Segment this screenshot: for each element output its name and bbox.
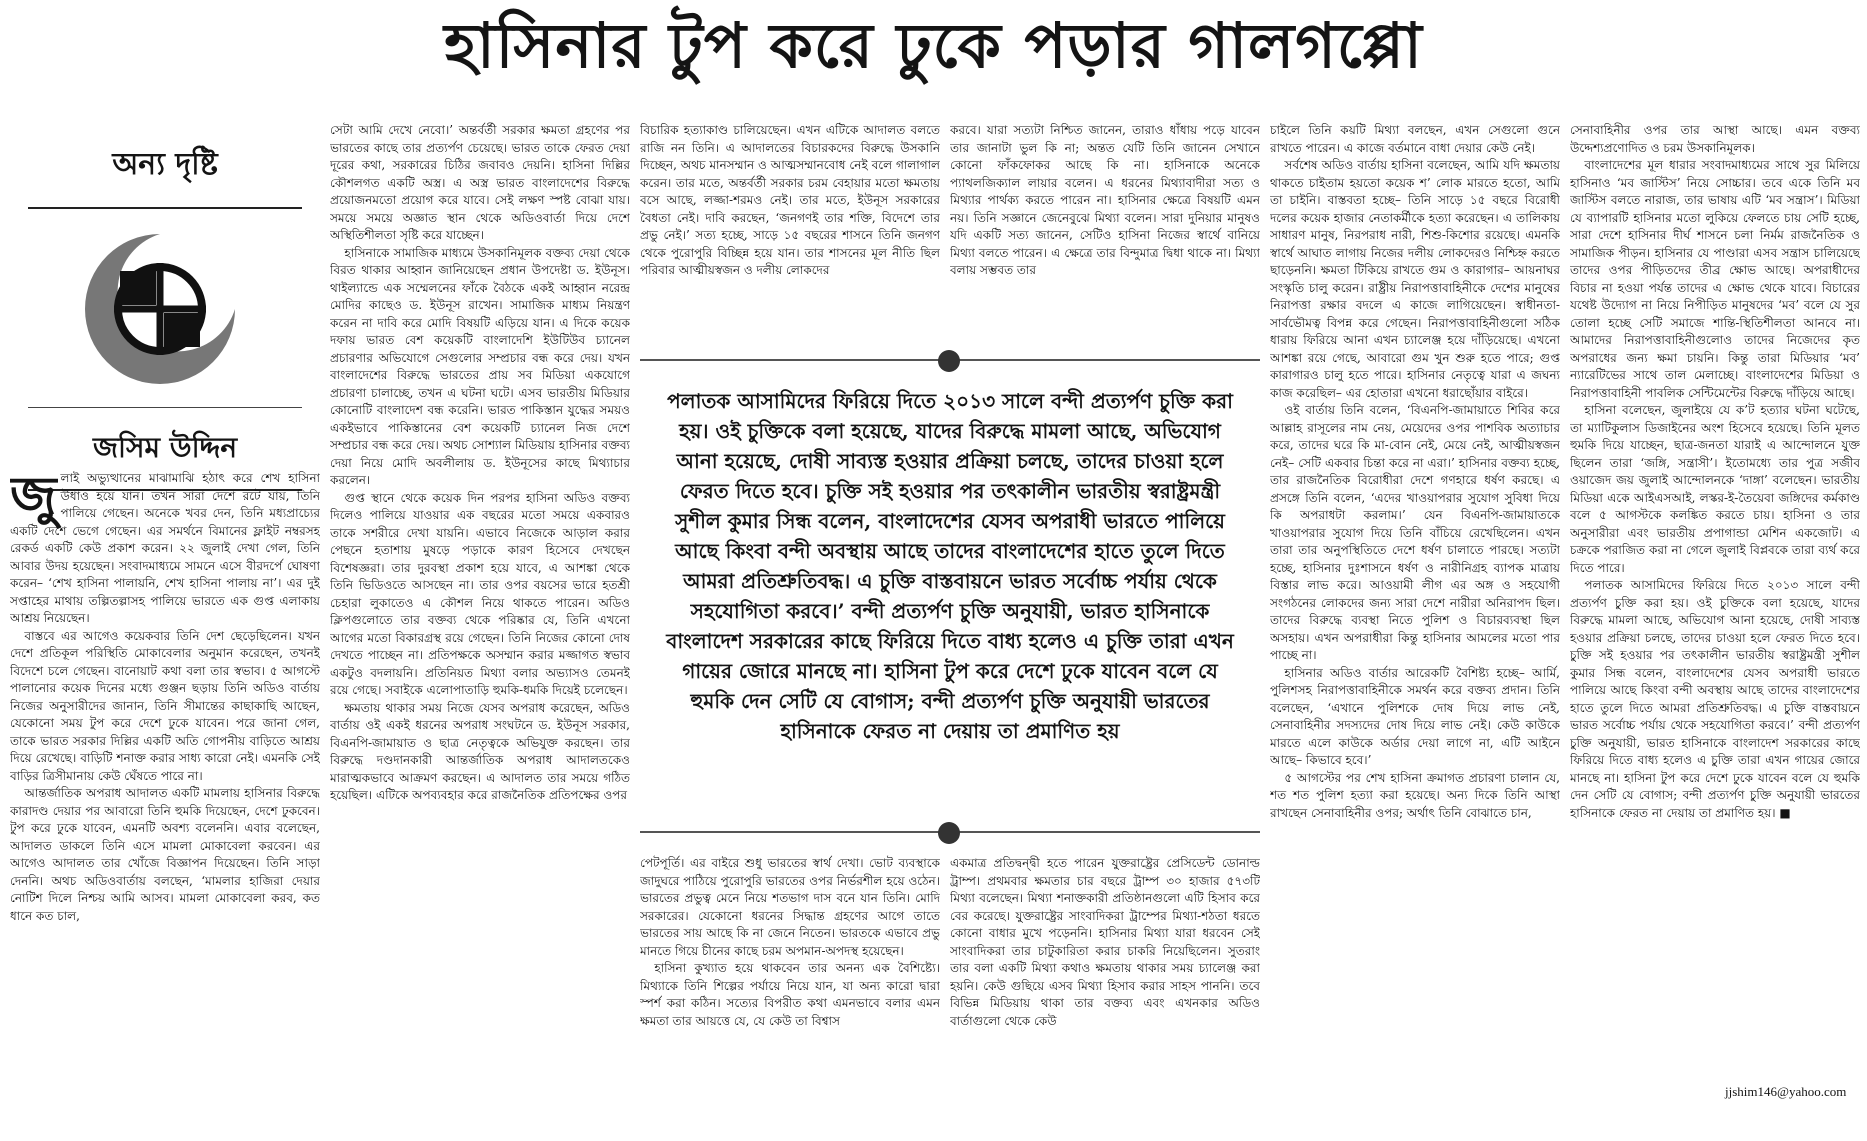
drop-cap: জু [10,470,57,526]
column-3-top [640,122,940,342]
paragraph: ক্ষমতায় থাকার সময় নিজে যেসব অপরাধ করেছেন, অডিও বার্তায় ওই একই ধরনের অপরাধ সংঘটনে ড. ইউনূস সরকার, বিএনপি-জামায়াত ও ছাত্র নেতৃত্বকে অভিযুক্ত করছেন। তার বিরুদ্ধে দণ্ডদানকারী আন্তর্জাতিক অপরাধ আদালতকেও মারাত্মকভাবে আক্রমণ করছেন। এ আদালত তার সময়ে গঠিত হয়েছিল। এটিকে অপব্যবহার করে রাজনৈতিক প্রতিপক্ষের ওপর [330,700,630,802]
column-2 [330,122,630,1140]
paragraph: সর্বশেষ অডিও বার্তায় হাসিনা বলেছেন, আমি যদি ক্ষমতায় থাকতে চাইতাম হয়তো কয়েক শ’ লোক মারতে হতো, আমি তা চাইনি। বাস্তবতা হচ্ছে– তিনি সাড়ে ১৫ বছরে বিরোধী দলের কয়েক হাজার নেতাকর্মীকে হত্যা করেছেন। এ তালিকায় সাধারণ মানুষ, নিরপরাধ নারী, শিশু-কিশোর রয়েছে। এমনকি স্বার্থে আঘাত লাগায় নিজের দলীয় লোকদেরও নিশ্চিহ্ন করতে ছাড়েননি। ক্ষমতা টিকিয়ে রাখতে গুম ও কারাগার– আয়নাঘর সংস্কৃতি চালু করেন। রাষ্ট্রীয় নিরাপত্তাবাহিনীকে দেশের মানুষের নিরাপত্তা রক্ষার বদলে এ কাজে লাগিয়েছেন। স্বাধীনতা-সার্বভৌমত্ব বিপন্ন করে গেছেন। নিরাপত্তাবাহিনীগুলো সঠিক ধারায় ফিরিয়ে আনা এখন চ্যালেঞ্জ হয়ে দাঁড়িয়েছে। এখনো আশঙ্কা রয়ে গেছে, আবারো গুম খুন শুরু হতে পারে; গুপ্ত কারাগারও চালু হতে পারে। হাসিনার নেতৃত্বে যারা এ জঘন্য কাজ করেছিল– এর হোতারা এখনো ধরাছোঁয়ার বাইরে। [1270,158,1560,400]
circle-ornament-icon [938,350,960,372]
author-name: জসিম উদ্দিন [28,407,302,491]
paragraph: বাস্তবে এর আগেও কয়েকবার তিনি দেশ ছেড়েছিলেন। যখন দেশে প্রতিকূল পরিস্থিতি মোকাবেলার অনুমান করেছেন, তখনই বিদেশে চলে গেছেন। বানোয়াট কথা বলা তার স্বভাব। ৫ আগস্টে পালানোর কয়েক দিনের মধ্যে গুঞ্জন ছড়ায় তিনি অডিও বার্তায় নিজের অনুসারীদের জানান, তিনি সীমান্তের কাছাকাছি আছেন, যেকোনো সময় টুপ করে দেশে ঢুকে যাবেন। পরে জানা গেল, তাকে ভারত সরকার দিল্লির একটি অতি গোপনীয় বাড়িতে আশ্রয় দিয়ে রেখেছে। বাড়িটি শনাক্ত করার সাধ্য কারো নেই। এমনকি সেই বাড়ির ত্রিসীমানায় কেউ ঘেঁষতে পারে না। [10,628,320,783]
paragraph: গুপ্ত স্থানে থেকে কয়েক দিন পরপর হাসিনা অডিও বক্তব্য দিলেও পালিয়ে যাওয়ার এক বছরের মতো সময়ে একবারও তাকে সশরীরে দেখা যায়নি। এভাবে নিজেকে আড়াল করার পেছনে হতাশায় মুষড়ে পড়াকে কারণ হিসেবে দেখছেন বিশেষজ্ঞরা। তার দুরবস্থা প্রকাশ হয়ে যাবে, এ আশঙ্কা থেকে তিনি ভিডিওতে আসছেন না। তার ওপর বয়সের ভারে হতশ্রী চেহারা লুকাতেও এ কৌশল নিয়ে থাকতে পারেন। অডিও ক্লিপগুলোতে তার বক্তব্য থেকে পরিষ্কার যে, তিনি এখনো আগের মতো বিকারগ্রস্থ রয়ে গেছেন। তিনি নিজের কোনো দোষ দেখতে পাচ্ছেন না। প্রতিপক্ষকে অসম্মান করার মজ্জাগত স্বভাব একটুও বদলায়নি। প্রতিনিয়ত মিথ্যা বলার অভ্যাসও তেমনই রয়ে গেছে। সবাইকে এলোপাতাড়ি হুমকি-ধমকি দিয়েই চলেছেন। [330,490,630,697]
column-4-top [950,122,1260,342]
headline: হাসিনার টুপ করে ঢুকে পড়ার গালগপ্পো [444,9,1423,82]
paragraph: ওই বার্তায় তিনি বলেন, ‘বিএনপি-জামায়াতে শিবির করে আল্লাহ রাসূলের নাম নেয়, মেয়েদের ওপর পাশবিক অত্যাচার করে, তাদের ঘরে কি মা-বোন নেই, মেয়ে নেই, আত্মীয়স্বজন নেই– সেটি একবার চিন্তা করে না এরা।’ হাসিনার বক্তব্য হচ্ছে, তার রাজনৈতিক বিরোধীরা দেশে গণহারে ধর্ষণ করছে। এ প্রসঙ্গে তিনি বলেন, ‘এদের খাওয়াপরার সুযোগ সুবিধা দিয়ে কি অপরাধটা করলাম।’ যেন বিএনপি-জামায়াতকে খাওয়াপরার সুযোগ দিয়ে তিনি বাঁচিয়ে রেখেছিলেন। এখন তারা তার অনুপস্থিতিতে দেশে ধর্ষণ চালাতে পারছে। সত্যটা হচ্ছে, হাসিনার দুঃশাসনে ধর্ষণ ও নারীনিগ্রহ ব্যাপক মাত্রায় বিস্তার লাভ করে। আওয়ামী লীগ এর অঙ্গ ও সহযোগী সংগঠনের লোকদের জন্য সারা দেশে নারীরা অনিরাপদ ছিল। তাদের বিরুদ্ধে ব্যবস্থা নিতে পুলিশ ও বিচারব্যবস্থা ছিল অসহায়। এখন অপরাধীরা কিন্তু হাসিনার আমলের মতো পার পাচ্ছে না। [1270,403,1560,662]
column-1 [10,470,320,1140]
paragraph: পলাতক আসামিদের ফিরিয়ে দিতে ২০১৩ সালে বন্দী প্রত্যর্পণ চুক্তি করা হয়। ওই চুক্তিকে বলা হয়েছে, যাদের বিরুদ্ধে মামলা আছে, অভিযোগ আনা হয়েছে, দোষী সাব্যস্ত হওয়ার প্রক্রিয়া চলছে, তাদের চাওয়া হলে ফেরত দিতে হবে। চুক্তি সই হওয়ার পর তৎকালীন ভারতীয় স্বরাষ্ট্রমন্ত্রী সুশীল কুমার সিন্ধ বলেন, বাংলাদেশের যেসব অপরাধী ভারতে পালিয়ে আছে কিংবা বন্দী অবস্থায় আছে তাদের বাংলাদেশের হাতে তুলে দিতে আমরা প্রতিশ্রুতিবদ্ধ। এ চুক্তি বাস্তবায়নে ভারত সর্বোচ্চ পর্যায় থেকে সহযোগিতা করবে।’ বন্দী প্রত্যর্পণ চুক্তি অনুযায়ী, ভারত হাসিনাকে বাংলাদেশ সরকারের কাছে ফিরিয়ে দিতে বাধ্য হলেও এ চুক্তি তারা এখন গায়ের জোরে মানছে না। হাসিনা টুপ করে দেশে ঢুকে যাবেন বলে যে হুমকি দেন সেটি যে বোগাস; বন্দী প্রত্যর্পণ চুক্তি অনুযায়ী ভারতের হাসিনাকে ফেরত না দেয়ায় তা প্রমাণিত হয়। ■ [1570,578,1860,820]
ornament-divider-bottom [640,822,1260,842]
crosshair-logo-icon [60,219,260,399]
pull-quote-text: পলাতক আসামিদের ফিরিয়ে দিতে ২০১৩ সালে বন্দী প্রত্যর্পণ চুক্তি করা হয়। ওই চুক্তিকে বলা হয়েছে, যাদের বিরুদ্ধে মামলা আছে, অভিযোগ আনা হয়েছে, দোষী সাব্যস্ত হওয়ার প্রক্রিয়া চলছে, তাদের চাওয়া হলে ফেরত দিতে হবে। চুক্তি সই হওয়ার পর তৎকালীন ভারতীয় স্বরাষ্ট্রমন্ত্রী সুশীল কুমার সিন্ধ বলেন, বাংলাদেশের যেসব অপরাধী ভারতে পালিয়ে আছে কিংবা বন্দী অবস্থায় আছে তাদের বাংলাদেশের হাতে তুলে দিতে আমরা প্রতিশ্রুতিবদ্ধ। এ চুক্তি বাস্তবায়নে ভারত সর্বোচ্চ পর্যায় থেকে সহযোগিতা করবে।’ বন্দী প্রত্যর্পণ চুক্তি অনুযায়ী, ভারত হাসিনাকে বাংলাদেশ সরকারের কাছে ফিরিয়ে দিতে বাধ্য হলেও এ চুক্তি তারা এখন গায়ের জোরে মানছে না। হাসিনা টুপ করে দেশে ঢুকে যাবেন বলে যে হুমকি দেন সেটি যে বোগাস; বন্দী প্রত্যর্পণ চুক্তি অনুযায়ী ভারতের হাসিনাকে ফেরত না দেয়ায় তা প্রমাণিত হয় [666,389,1234,743]
paragraph: সেটা আমি দেখে নেবো।’ অন্তর্বর্তী সরকার ক্ষমতা গ্রহণের পর ভারতের কাছে তার প্রত্যর্পণ চেয়েছে। ভারত তাকে ফেরত দেয়া দূরের কথা, সরকারের চিঠির জবাবও দেয়নি। হাসিনা দিল্লির কৌশলগত একটি অস্ত্র। এ অস্ত্র ভারত বাংলাদেশের বিরুদ্ধে প্রয়োজনমতো প্রয়োগ করে যাবে। সেই লক্ষণ স্পষ্ট বোঝা যায়। সময়ে সময়ে অজ্ঞাত স্থান থেকে অডিওবার্তা দিয়ে দেশে অস্থিতিশীলতা সৃষ্টি করে যাচ্ছেন। [330,123,630,242]
paragraph: হাসিনা কুখ্যাত হয়ে থাকবেন তার অনন্য এক বৈশিষ্ট্যে। মিথ্যাকে তিনি শিল্পের পর্যায়ে নিয়ে যান, যা অন্য কারো দ্বারা স্পর্শ করা কঠিন। সত্যের বিপরীত কথা এমনভাবে বলার এমন ক্ষমতা তার আয়ত্তে যে, যে কেউ তা বিশ্বাস [640,961,940,1028]
paragraph: চাইলে তিনি কয়টি মিথ্যা বলছেন, এখন সেগুলো গুনে রাখতে পারেন। এ কাজে বর্তমানে বাধা দেয়ার কেউ নেই। [1270,123,1560,155]
paragraph: পেটপূর্তি। এর বাইরে শুধু ভারতের স্বার্থ দেখা। ভোট ব্যবস্থাকে জাদুঘরে পাঠিয়ে পুরোপুরি ভারতের ওপর নির্ভরশীল হয়ে ওঠেন। ভারতের প্রভুত্ব মেনে নিয়ে শতভাগ দাস বনে যান তিনি। মোদি সরকারের। যেকোনো ধরনের সিদ্ধান্ত গ্রহণের আগে তাতে ভারতের সায় আছে কি না জেনে নিতেন। ভারতকে এভাবে প্রভু মানতে গিয়ে চীনের কাছে চরম অপমান-অপদস্থ হয়েছেন। [640,856,940,958]
paragraph: হাসিনার অডিও বার্তার আরেকটি বৈশিষ্ট্য হচ্ছে– আর্মি, পুলিশসহ নিরাপত্তাবাহিনীকে সমর্থন করে বক্তব্য প্রদান। তিনি বলেছেন, ‘এখানে পুলিশকে দোষ দিয়ে লাভ নেই, সেনাবাহিনীর সদস্যদের দোষ দিয়ে লাভ নেই। কেউ কাউকে মারতে এলে কাউকে অর্ডার দেয়া লাগে না, এটি আইনে আছে– কিভাবে হবে।’ [1270,665,1560,767]
paragraph: জুলাই অভ্যুত্থানের মাঝামাঝি হঠাৎ করে শেখ হাসিনা উধাও হয়ে যান। তখন সারা দেশে রটে যায়, তিনি পালিয়ে গেছেন। অনেকে খবর দেন, তিনি মধ্যপ্রাচ্যের একটি দেশে ভেগে গেছেন। এর সমর্থনে বিমানের ফ্লাইট নম্বরসহ রেকর্ড একটি কেউ প্রকাশ করেন। ২২ জুলাই দেখা গেল, তিনি আবার উদয় হয়েছেন। সংবাদমাধ্যমে সামনে এসে বীরদর্পে ঘোষণা করেন– ‘শেখ হাসিনা পালায়নি, শেখ হাসিনা পালায় না’। এর দুই সপ্তাহের মাথায় তল্পিতল্পাসহ পালিয়ে ভারতে এক গুপ্ত এলাকায় আশ্রয় নিয়েছেন। [10,470,320,625]
paragraph: বিচারিক হত্যাকাণ্ড চালিয়েছেন। এখন এটিকে আদালত বলতে রাজি নন তিনি। এ আদালতের বিচারকদের বিরুদ্ধে উসকানি দিচ্ছেন, অথচ মানসম্মান ও আত্মসম্মানবোধ নেই বলে গালাগাল করেন। তার মতে, অন্তর্বর্তী সরকার চরম বেহায়ার মতো ক্ষমতায় বসে আছে, লজ্জা-শরমও নেই। তার মতে, ইউনূস সরকারের বৈধতা নেই। দাবি করছেন, ‘জনগণই তার শক্তি, বিদেশে তার প্রভু নেই।’ সত্য হচ্ছে, সাড়ে ১৫ বছরের শাসনে তিনি জনগণ থেকে পুরোপুরি বিচ্ছিন্ন হয়ে যান। তার শাসনের মূল নীতি ছিল পরিবার আত্মীয়স্বজন ও দলীয় লোকদের [640,123,940,277]
paragraph: ৫ আগস্টের পর শেখ হাসিনা ক্রমাগত প্রচারণা চালান যে, শত শত পুলিশ হত্যা করা হয়েছে। অন্য দিকে তিনি আস্থা রাখছেন সেনাবাহিনীর ওপর; অর্থাৎ তিনি বোঝাতে চান, [1270,770,1560,820]
column-6 [1570,122,1860,1077]
paragraph: করবে। যারা সত্যটা নিশ্চিত জানেন, তারাও ধাঁধায় পড়ে যাবেন তার জানাটা ভুল কি না; অন্তত যেটি তিনি জানেন সেখানে কোনো ফাঁকফোকর আছে কি না। হাসিনাকে অনেকে প্যাথলজিক্যাল লায়ার বলেন। এ ধরনের মিথ্যাবাদীরা সত্য ও মিথ্যার পার্থক্য করতে পারেন না। হাসিনার ক্ষেত্রে বিষয়টি এমন নয়। তিনি সজ্ঞানে জেনেবুঝে মিথ্যা বলেন। সারা দুনিয়ার মানুষও যদি একটি সত্য জানেন, সেটিও হাসিনা নিজের স্বার্থে বানিয়ে মিথ্যা বলতে পারেন। এ ক্ষেত্রে তার বিন্দুমাত্র দ্বিধা থাকে না। মিথ্যা বলায় সম্ভবত তার [950,123,1260,277]
column-header-box [10,122,320,467]
paragraph: সেনাবাহিনীর ওপর তার আস্থা আছে। এমন বক্তব্য উদ্দেশ্যপ্রণোদিত ও চরম উসকানিমূলক। [1570,123,1860,155]
column-name: অন্য দৃষ্টি [28,122,302,209]
circle-ornament-icon [938,822,960,844]
paragraph: আন্তর্জাতিক অপরাধ আদালত একটি মামলায় হাসিনার বিরুদ্ধে কারাদণ্ড দেয়ার পর আবারো তিনি হুমকি দিয়েছেন, দেশে ঢুকবেন। টুপ করে ঢুকে যাবেন, এমনটি অবশ্য বলেননি। এবার বলেছেন, আদালত ডাকলে তিনি এসে মামলা মোকাবেলা করবেন। এর আগেও আদালত তার খোঁজে বিজ্ঞাপন দিয়েছেন। তিনি সাড়া দেননি। অথচ অডিওবার্তায় বলছেন, ‘মামলার হাজিরা দেয়ার নোটিশ দিলে নিশ্চয় আমি আসব। মামলা মোকাবেলা করব, কত ধানে কত চাল, [10,786,320,923]
author-email[interactable]: jjshim146@yahoo.com [1725,1084,1847,1099]
paragraph: বাংলাদেশের মূল ধারার সংবাদমাধ্যমের সাথে সুর মিলিয়ে হাসিনাও ‘মব জাস্টিস’ নিয়ে সোচ্চার। তবে একে তিনি মব জাস্টিস বলতে নারাজ, তার ভাষায় এটি ‘মব সন্ত্রাস’। মিডিয়া যে ব্যাপারটি হাসিনার মতো লুকিয়ে ফেলতে চায় সেটি হচ্ছে, সারা দেশে হাসিনার দীর্ঘ শাসনে চলা নির্মম রাজনৈতিক ও সামাজিক পীড়ন। হাসিনার যে পাণ্ডারা এসব সন্ত্রাস চালিয়েছে তাদের ওপর পীড়িতদের তীব্র ক্ষোভ আছে। অপরাধীদের বিচার না হওয়া পর্যন্ত তাদের এ ক্ষোভ থেকে যাবে। বিচারের যথেষ্ট উদ্যোগ না নিয়ে নিপীড়িত মানুষদের ‘মব’ বলে যে সুর তোলা হচ্ছে সেটি সমাজে শান্তি-স্থিতিশীলতা আনবে না। আমাদের নিরাপত্তাবাহিনীগুলোও তাদের নিজেদের কৃত অপরাধের জন্য ক্ষমা চায়নি। কিন্তু তারা মিডিয়ার ‘মব’ ন্যারেটিভের সাথে তাল মেলাচ্ছে। বাংলাদেশের মিডিয়া ও নিরাপত্তাবাহিনী পাবলিক সেন্টিমেন্টের বিরুদ্ধে দাঁড়িয়ে আছে। [1570,158,1860,400]
paragraph: হাসিনাকে সামাজিক মাধ্যমে উসকানিমূলক বক্তব্য দেয়া থেকে বিরত থাকার আহ্বান জানিয়েছেন প্রধান উপদেষ্টা ড. ইউনূস। থাইল্যান্ডে এক সম্মেলনের ফাঁকে বৈঠকে একই আহ্বান নরেন্দ্র মোদির কাছেও ড. ইউনূস রাখেন। সামাজিক মাধ্যম নিয়ন্ত্রণ করেন না দাবি করে মোদি বিষয়টি এড়িয়ে যান। এ দিকে কয়েক দফায় ভারত বেশ কয়েকটি বাংলাদেশি ইউটিউব চ্যানেল প্রচারণার অভিযোগে সেগুলোর সম্প্রচার বন্ধ করে দেয়। যখন বাংলাদেশের বিরুদ্ধে ভারতের প্রায় সব মিডিয়া একযোগে প্রচারণা চালাচ্ছে, তখন এ ঘটনা ঘটে। এসব ভারতীয় মিডিয়ার কোনোটি বাংলাদেশ বন্ধ করেনি। ভারত পাকিস্তান যুদ্ধের সময়ও একইভাবে পাকিস্তানের বেশ কয়েকটি চ্যানেল নিজ দেশে সম্প্রচার বন্ধ করে দেয়। অথচ সোশ্যাল মিডিয়ায় হাসিনার বক্তব্য দেয়া নিয়ে মোদি অবলীলায় ড. ইউনূসের কাছে মিথ্যাচার করলেন। [330,245,630,487]
column-3-bottom [640,855,940,1140]
column-5 [1270,122,1560,1140]
column-logo [10,209,320,399]
column-4-bottom [950,855,1260,1140]
pull-quote [640,350,1260,845]
ornament-divider-top [640,350,1260,370]
paragraph: একমাত্র প্রতিদ্বন্দ্বী হতে পারেন যুক্তরাষ্ট্রের প্রেসিডেন্ট ডোনাল্ড ট্রাম্প। প্রথমবার ক্ষমতার চার বছরে ট্রাম্প ৩০ হাজার ৫৭৩টি মিথ্যা বলেছেন। মিথ্যা শনাক্তকারী প্রতিষ্ঠানগুলো এটি হিসাব করে বের করেছে। যুক্তরাষ্ট্রের সাংবাদিকরা ট্রাম্পের মিথ্যা-শঠতা ধরতে কোনো বাধার মুখে পড়েননি। হাসিনার মিথ্যা যারা ধরবেন সেই সাংবাদিকরা তার চাটুকারিতা করার চাকরি নিয়েছিলেন। সুতরাং তার বলা একটি মিথ্যা কথাও ক্ষমতায় থাকার সময় চ্যালেঞ্জ করা হয়নি। কেউ গুছিয়ে এসব মিথ্যা হিসাব করার সাহস পাননি। তবে বিভিন্ন মিডিয়ায় থাকা তার বক্তব্য এবং এখনকার অডিও বার্তাগুলো থেকে কেউ [950,856,1260,1028]
paragraph: হাসিনা বলেছেন, জুলাইয়ে যে ক’ট হত্যার ঘটনা ঘটেছে, তা ম্যাটিকুলাস ডিজাইনের অংশ হিসেবে হয়েছে। তিনি মূলত হুমকি দিয়ে যাচ্ছেন, ছাত্র-জনতা যারাই এ আন্দোলনে যুক্ত ছিলেন তারা ‘জঙ্গি, সন্ত্রাসী’। ইতোমধ্যে তার পুত্র সজীব ওয়াজেদ জয় জুলাই আন্দোলনকে ‘দাঙ্গা’ বলেছেন। ভারতীয় মিডিয়া একে আইএসআই, লস্কর-ই-তৈয়েবা জঙ্গিদের কর্মকাণ্ড বলে ৫ আগস্টকে কলঙ্কিত করতে চায়। হাসিনা ও তার অনুসারীরা এবং ভারতীয় প্রপাগান্ডা মেশিন একজোট। এ চক্রকে পরাজিত করা না গেলে জুলাই বিপ্লবকে তারা ব্যর্থ করে দিতে পারে। [1570,403,1860,575]
